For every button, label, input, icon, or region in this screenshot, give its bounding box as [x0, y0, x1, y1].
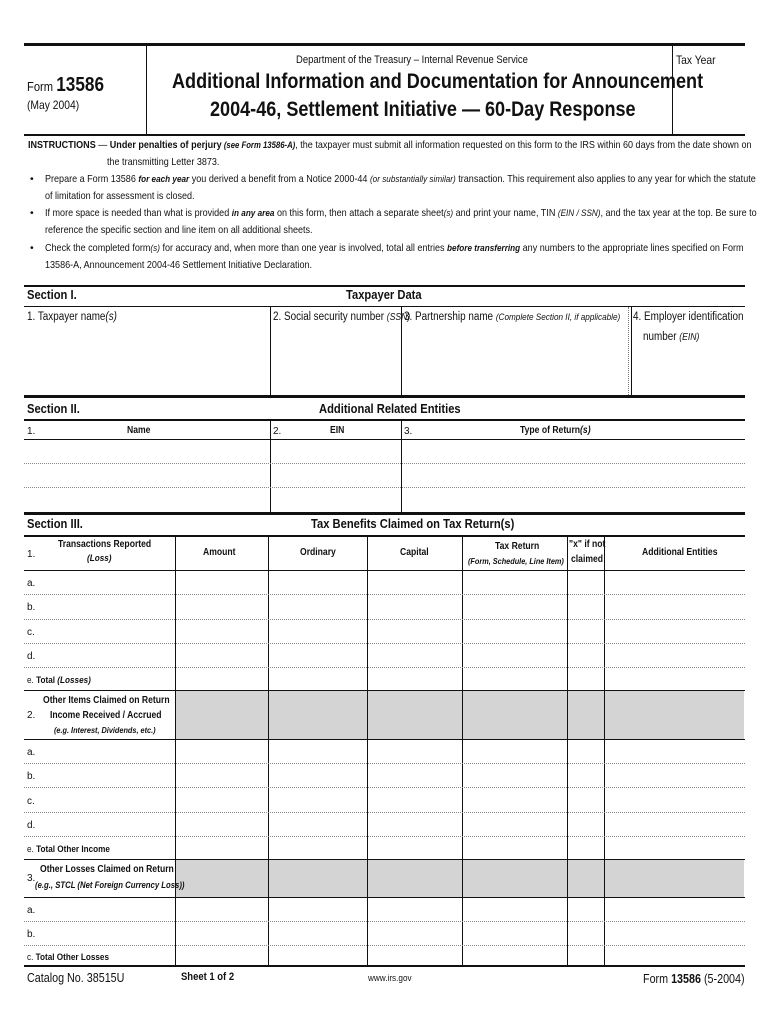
section3-top-rule	[24, 512, 745, 515]
header-bottom-rule	[24, 134, 745, 136]
bullet-3-text: Check the completed form(s) for accuracy and, when more than one year is involved, total all entries before transferring any numbers to the appropriate lines specified on Form	[45, 242, 744, 254]
footer-form-id: Form 13586 (5-2004)	[643, 972, 745, 986]
top-rule	[24, 43, 745, 46]
form-title-line2: 2004-46, Settlement Initiative — 60-Day Response	[210, 98, 636, 121]
g1-total-rule	[24, 690, 745, 691]
instructions-line2: the transmitting Letter 3873.	[107, 156, 220, 168]
irs-url: www.irs.gov	[368, 973, 412, 984]
footer-rule	[24, 965, 745, 967]
section2-label: Section II.	[27, 401, 80, 416]
g3-total-label: c. Total Other Losses	[27, 952, 110, 963]
additional-entities-header: Additional Entities	[642, 547, 718, 558]
shade-row3	[176, 860, 744, 897]
g1-row-d-input[interactable]	[25, 644, 175, 667]
g2-row-c-input[interactable]	[25, 788, 175, 811]
bullet-2: •	[30, 207, 34, 219]
g1-row-a-label: a.	[27, 578, 36, 589]
g2-row-d-input[interactable]	[25, 813, 175, 836]
ein-label-line2: number (EIN)	[643, 331, 700, 343]
s2-row3-type-input[interactable]	[402, 488, 744, 511]
g2-row-b-label: b.	[27, 771, 36, 782]
other-items-header: Other Items Claimed on Return	[43, 695, 170, 706]
instructions-line1: INSTRUCTIONS — Under penalties of perjury (see Form 13586-A), the taxpayer must submit all information requested on this form to the IRS within 60 days from the date shown on	[28, 139, 752, 151]
section3-title: Tax Benefits Claimed on Tax Return(s)	[311, 516, 515, 531]
section2-top-rule	[24, 395, 745, 398]
partnership-name-label: 3. Partnership name (Complete Section II, if applicable)	[404, 311, 621, 323]
capital-header: Capital	[400, 547, 429, 558]
g3-row-b-input[interactable]	[25, 922, 175, 945]
taxpayer-name-input[interactable]	[25, 326, 269, 394]
form-title-line1: Additional Information and Documentation for Announcement	[172, 70, 704, 93]
income-examples-header: (e.g. Interest, Dividends, etc.)	[54, 725, 156, 735]
amount-header: Amount	[203, 547, 236, 558]
s2-name-header: Name	[127, 425, 151, 436]
section3-header-rule	[24, 535, 745, 537]
s2-row3-ein-input[interactable]	[271, 488, 400, 511]
section1-title: Taxpayer Data	[346, 287, 422, 302]
section1-label: Section I.	[27, 287, 77, 302]
g1-row-c-label: c.	[27, 627, 35, 638]
section3-label: Section III.	[27, 516, 83, 531]
g3-row-a-label: a.	[27, 905, 36, 916]
bullet-3-line2: 13586-A, Announcement 2004-46 Settlement Initiative Declaration.	[45, 259, 313, 271]
g2-values-input-area[interactable]	[176, 740, 744, 859]
s2-row1-name-input[interactable]	[25, 440, 269, 462]
s2-name-num: 1.	[27, 426, 36, 437]
s3-row1-num: 1.	[27, 549, 36, 560]
header-divider-left	[146, 46, 147, 134]
ein-label: 4. Employer identification	[633, 311, 744, 323]
g3-row-b-label: b.	[27, 929, 36, 940]
g2-row-b-input[interactable]	[25, 764, 175, 787]
transactions-loss-header: (Loss)	[87, 553, 112, 564]
ein-input[interactable]	[632, 348, 744, 394]
s2-ein-header: EIN	[330, 425, 345, 436]
sheet-number: Sheet 1 of 2	[181, 971, 235, 983]
bullet-1-line2: of limitation for assessment is closed.	[45, 190, 195, 202]
g2-row-a-input[interactable]	[25, 740, 175, 763]
section1-header-rule	[24, 306, 745, 307]
claimed-header: claimed	[571, 554, 604, 565]
ssn-input[interactable]	[271, 326, 400, 394]
s2-row1-ein-input[interactable]	[271, 440, 400, 462]
tax-year-label: Tax Year	[676, 53, 716, 67]
form-number: 13586	[56, 74, 105, 96]
department: Department of the Treasury – Internal Revenue Service	[296, 54, 528, 66]
g2-total-rule	[24, 859, 745, 860]
s2-row3-name-input[interactable]	[25, 488, 269, 511]
g2-total-label: e. Total Other Income	[27, 844, 110, 855]
section2-header-rule	[24, 419, 745, 421]
taxpayer-name-label: 1. Taxpayer name(s)	[27, 311, 117, 323]
form-word: Form	[27, 79, 54, 94]
g1-row-b-label: b.	[27, 602, 36, 613]
bullet-2-line2: reference the specific section and line item on all additional sheets.	[45, 224, 313, 236]
other-losses-header: Other Losses Claimed on Return	[40, 864, 174, 875]
g3-row-a-input[interactable]	[25, 898, 175, 921]
g2-row-c-label: c.	[27, 796, 35, 807]
bullet-3: •	[30, 242, 34, 254]
tax-return-subheader: (Form, Schedule, Line Item)	[468, 556, 564, 566]
s2-row2-name-input[interactable]	[25, 464, 269, 486]
g2-row-d-label: d.	[27, 820, 36, 831]
s3-row3-num: 3.	[27, 873, 36, 884]
income-received-header: Income Received / Accrued	[50, 710, 162, 721]
ssn-label: 2. Social security number (SSN)	[273, 311, 411, 323]
g1-values-input-area[interactable]	[176, 571, 744, 690]
tax-return-header: Tax Return	[495, 541, 540, 552]
s2-row2-ein-input[interactable]	[271, 464, 400, 486]
transactions-reported-header: Transactions Reported	[58, 539, 152, 550]
s2-type-num: 3.	[404, 426, 413, 437]
g2-row-a-label: a.	[27, 747, 36, 758]
g1-row-b-input[interactable]	[25, 595, 175, 618]
s2-row2-type-input[interactable]	[402, 464, 744, 486]
g1-row-a-input[interactable]	[25, 571, 175, 594]
g1-total-label: e. Total (Losses)	[27, 675, 91, 686]
g1-row-d-label: d.	[27, 651, 36, 662]
shade-row2	[176, 691, 744, 739]
section2-title: Additional Related Entities	[319, 401, 461, 416]
ordinary-header: Ordinary	[300, 547, 336, 558]
form-id	[27, 74, 117, 97]
partnership-name-input[interactable]	[402, 326, 627, 394]
other-losses-examples: (e.g., STCL (Net Foreign Currency Loss))	[35, 880, 185, 890]
s2-ein-num: 2.	[273, 426, 282, 437]
g3-values-input-area[interactable]	[176, 898, 744, 965]
g1-row-c-input[interactable]	[25, 620, 175, 643]
x-if-not-header: "x" if not	[569, 539, 606, 550]
bullet-1-text: Prepare a Form 13586 for each year you derived a benefit from a Notice 2000-44 (or substantially similar) transaction. This requirement also applies to any year for which the statute	[45, 173, 756, 185]
s2-row1-type-input[interactable]	[402, 440, 744, 462]
s3-row2-num: 2.	[27, 710, 36, 721]
bullet-1: •	[30, 173, 34, 185]
catalog-number: Catalog No. 38515U	[27, 971, 125, 985]
form-date: (May 2004)	[27, 98, 80, 112]
bullet-2-text: If more space is needed than what is provided in any area on this form, then attach a separate sheet(s) and print your name, TIN (EIN / SSN), and the tax year at the top. Be sure to	[45, 207, 757, 219]
s2-type-header: Type of Return(s)	[520, 425, 591, 436]
